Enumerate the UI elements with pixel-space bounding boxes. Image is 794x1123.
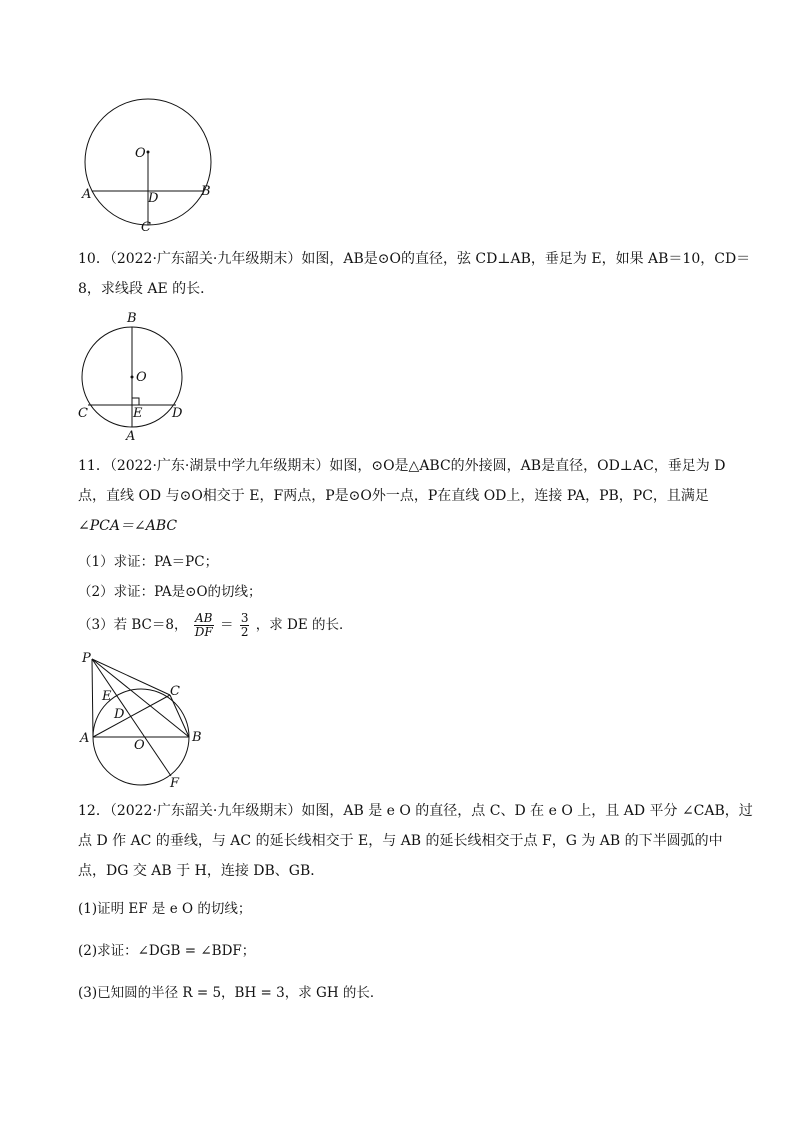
q12-sub-1: (1)证明 EF 是 e O 的切线；: [78, 901, 252, 917]
point-o: [131, 376, 134, 379]
q10-line-2: 8，求线段 AE 的长．: [78, 281, 215, 297]
label-b: B: [127, 311, 137, 326]
label-f: F: [170, 776, 180, 791]
fraction-3-2: [240, 612, 250, 639]
fraction-ab-df: [194, 612, 214, 639]
label-p: P: [82, 651, 91, 666]
label-d: D: [148, 191, 159, 206]
line-pf: [92, 659, 171, 776]
q11-line-1: 11．（2022·广东·湖景中学九年级期末）如图，⊙O是△ABC的外接圆，AB是直径，OD⊥AC，垂足为 D: [78, 458, 726, 474]
q11-sub-1: （1）求证：PA＝PC；: [78, 554, 219, 570]
label-a: A: [126, 429, 136, 444]
fraction-numerator: AB: [195, 611, 213, 625]
figure-2-circle-diameter: [76, 309, 196, 444]
label-o: O: [135, 146, 146, 161]
q11-sub-2: （2）求证：PA是⊙O的切线；: [78, 584, 262, 600]
q10-line-1: 10．（2022·广东韶关·九年级期末）如图，AB是⊙O的直径，弦 CD⊥AB，垂足为 E，如果 AB＝10，CD＝: [78, 251, 751, 267]
label-e: E: [133, 406, 143, 421]
fraction-denominator: DF: [194, 625, 213, 639]
q11-line-3: ∠PCA＝∠ABC: [78, 518, 178, 534]
q12-sub-2: (2)求证：∠DGB = ∠BDF；: [78, 943, 256, 959]
figure-1-circle-chord: [78, 88, 218, 238]
segment-bc: [170, 695, 189, 737]
label-o: O: [136, 370, 147, 385]
fraction-numerator: 3: [240, 611, 249, 625]
label-a: A: [82, 187, 92, 202]
label-b: B: [192, 730, 202, 745]
q11-sub-3: [78, 612, 353, 639]
label-d: D: [172, 406, 183, 421]
q12-line-3: 点，DG 交 AB 于 H，连接 DB、GB．: [78, 863, 325, 879]
label-d: D: [114, 707, 125, 722]
label-a: A: [80, 731, 90, 746]
label-c: C: [141, 220, 151, 235]
point-o: [147, 151, 150, 154]
equals-sign: ＝: [220, 617, 234, 633]
right-angle-mark: [132, 398, 139, 405]
label-c: C: [170, 684, 180, 699]
label-b: B: [201, 184, 211, 199]
figure-3-circle-tangent: [78, 648, 218, 793]
q11-line-2: 点，直线 OD 与⊙O相交于 E，F两点，P是⊙O外一点，P在直线 OD上，连接 PA，PB，PC，且满足: [78, 488, 709, 504]
label-c: C: [78, 406, 88, 421]
label-e: E: [102, 689, 112, 704]
q12-line-1: 12．（2022·广东韶关·九年级期末）如图，AB 是 e O 的直径，点 C、D 在 e O 上，且 AD 平分 ∠CAB，过: [78, 803, 753, 819]
q11-sub-3-prefix: （3）若 BC＝8，: [78, 617, 188, 633]
q12-line-2: 点 D 作 AC 的垂线，与 AC 的延长线相交于 E，与 AB 的延长线相交于点 F，G 为 AB 的下半圆弧的中: [78, 833, 723, 849]
segment-pa: [92, 659, 93, 737]
q12-sub-3: (3)已知圆的半径 R = 5，BH = 3，求 GH 的长．: [78, 985, 384, 1001]
fraction-denominator: 2: [240, 625, 249, 639]
label-o: O: [134, 738, 145, 753]
q11-sub-3-suffix: ，求 DE 的长．: [255, 617, 353, 633]
